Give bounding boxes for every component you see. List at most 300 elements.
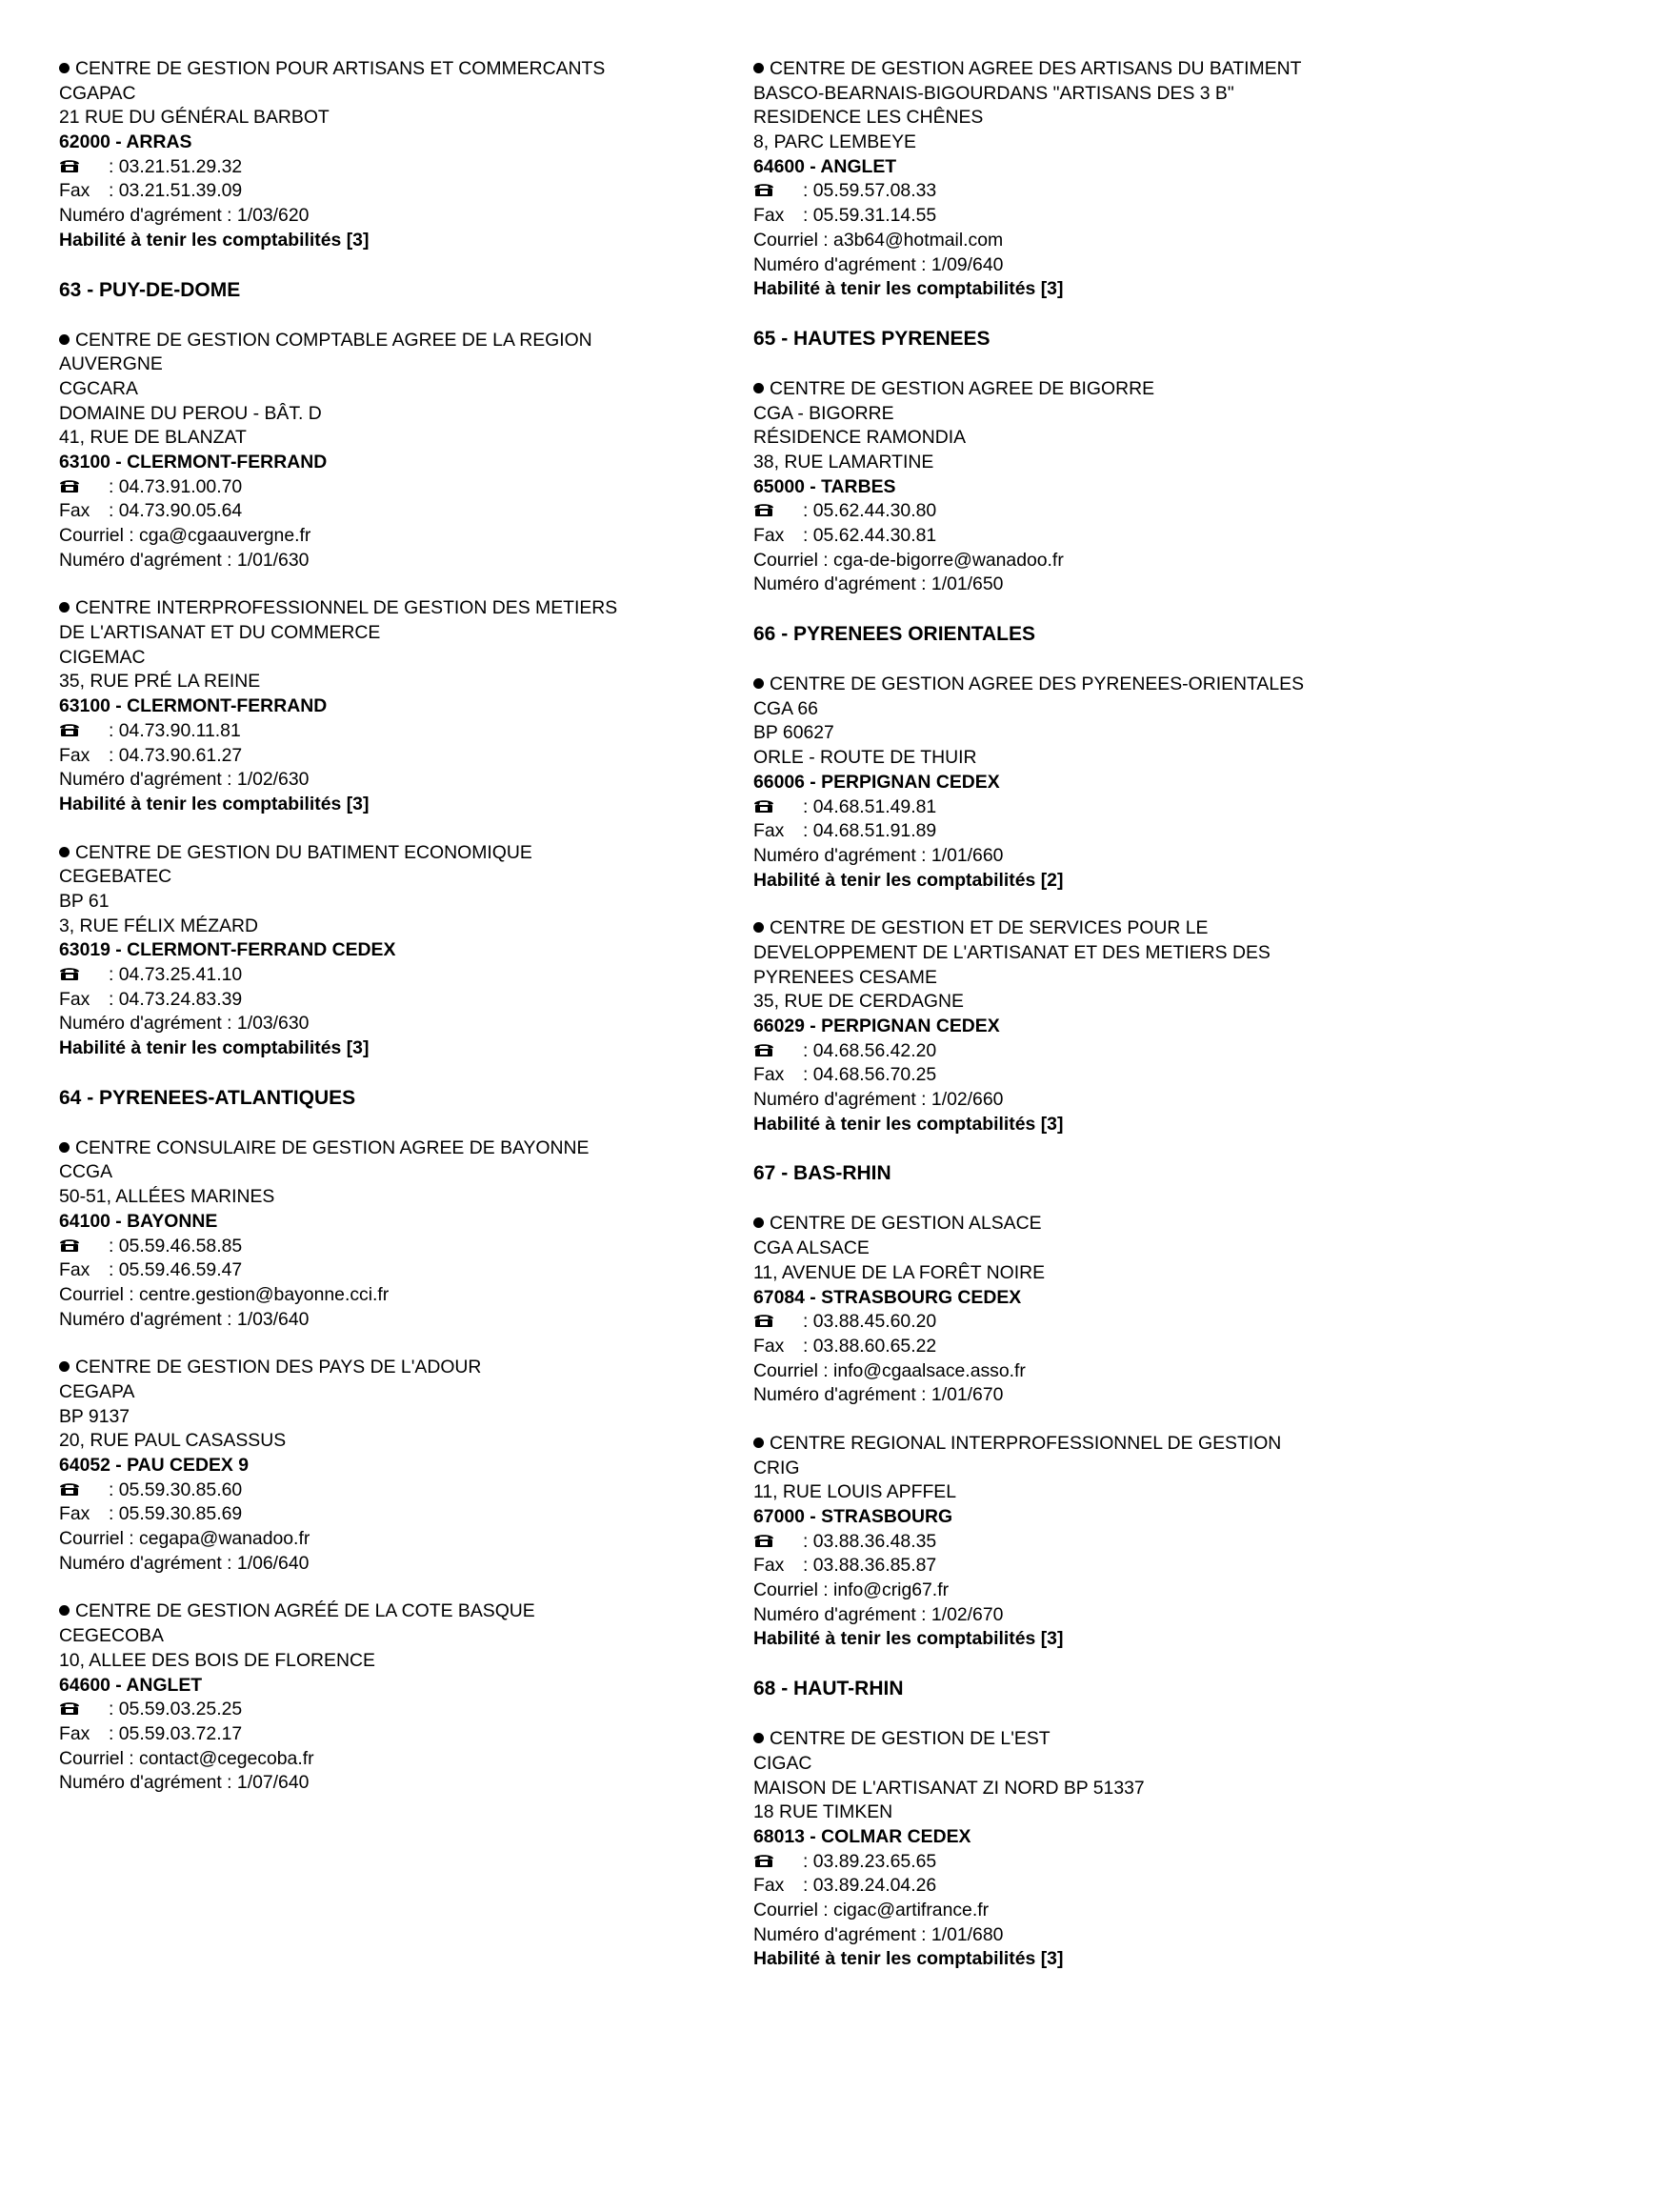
line-text: Courriel : info@crig67.fr: [753, 1579, 950, 1601]
line-text: 63100 - CLERMONT-FERRAND: [59, 695, 328, 717]
bold-line: [59, 131, 716, 155]
text-line: [753, 990, 1411, 1015]
line-text: Habilité à tenir les comptabilités [3]: [753, 1628, 1064, 1650]
line-text: : 04.73.91.00.70: [109, 475, 243, 497]
text-line: [753, 377, 1411, 402]
bold-line: [59, 1674, 716, 1699]
telephone-icon: [753, 1310, 803, 1335]
fax-label: Fax: [59, 1259, 90, 1281]
phone-line: [753, 1039, 1411, 1064]
text-line: [59, 1136, 716, 1161]
line-text: : 05.59.57.08.33: [803, 180, 937, 202]
fax-line: [59, 744, 716, 769]
listing-entry: [59, 841, 716, 1061]
line-text: PYRENEES CESAME: [753, 966, 937, 988]
text-line: [753, 57, 1411, 82]
text-line: [753, 253, 1411, 278]
text-line: [753, 229, 1411, 253]
line-text: CEGECOBA: [59, 1625, 164, 1647]
bold-line: [59, 1454, 716, 1478]
text-line: [59, 402, 716, 427]
line-text: CGA - BIGORRE: [753, 402, 894, 424]
text-line: [59, 865, 716, 890]
line-text: : 05.59.30.85.60: [109, 1478, 243, 1500]
section-heading: 67 - BAS-RHIN: [753, 1162, 891, 1185]
fax-label: Fax: [59, 1722, 90, 1744]
line-text: CEGEBATEC: [59, 866, 172, 888]
bullet-icon: [59, 1142, 70, 1153]
bullet-icon: [753, 383, 764, 393]
bold-line: [753, 1113, 1411, 1137]
listing-entry: [753, 1727, 1411, 1972]
bullet-icon: [59, 602, 70, 613]
fax-line: [753, 1554, 1411, 1579]
line-text: CENTRE DE GESTION DE L'EST: [770, 1728, 1051, 1750]
line-text: CENTRE DE GESTION DU BATIMENT ECONOMIQUE: [75, 841, 532, 863]
phone-line: [59, 1235, 716, 1259]
fax-label: Fax: [753, 820, 785, 842]
left-column: [59, 57, 716, 1820]
fax-label: Fax: [59, 1503, 90, 1525]
text-line: [753, 1457, 1411, 1481]
fax-label: Fax: [753, 1335, 785, 1357]
text-line: [753, 402, 1411, 427]
line-text: Numéro d'agrément : 1/06/640: [59, 1552, 310, 1574]
bold-line: [59, 1210, 716, 1235]
line-text: Habilité à tenir les comptabilités [3]: [753, 278, 1064, 300]
bold-line: [753, 1015, 1411, 1039]
line-text: : 04.68.56.70.25: [803, 1064, 937, 1086]
text-line: [753, 1261, 1411, 1286]
line-text: Numéro d'agrément : 1/01/670: [753, 1384, 1004, 1406]
section-heading: 64 - PYRENEES-ATLANTIQUES: [59, 1086, 356, 1109]
text-line: [753, 721, 1411, 746]
text-line: [753, 916, 1411, 941]
text-line: [59, 915, 716, 939]
text-line: [753, 1359, 1411, 1384]
line-text: : 03.88.45.60.20: [803, 1311, 937, 1333]
text-line: [59, 1747, 716, 1772]
telephone-icon: [59, 719, 109, 744]
text-line: [753, 1383, 1411, 1408]
phone-line: [753, 795, 1411, 820]
line-text: CENTRE DE GESTION AGREE DES PYRENEES-ORIENTALES: [770, 674, 1305, 695]
listing-entry: [59, 596, 716, 816]
text-line: [753, 1800, 1411, 1825]
line-text: BP 9137: [59, 1405, 130, 1427]
line-text: CEGAPA: [59, 1380, 135, 1402]
line-text: Numéro d'agrément : 1/01/680: [753, 1923, 1004, 1945]
bold-line: [59, 938, 716, 963]
line-text: : 04.68.51.49.81: [803, 795, 937, 817]
text-line: [753, 1923, 1411, 1948]
line-text: 11, RUE LOUIS APFFEL: [753, 1481, 957, 1503]
line-text: 11, AVENUE DE LA FORÊT NOIRE: [753, 1261, 1046, 1283]
text-line: [59, 1012, 716, 1036]
text-line: [59, 1649, 716, 1674]
line-text: : 03.21.51.39.09: [109, 180, 243, 202]
line-text: Numéro d'agrément : 1/03/630: [59, 1013, 310, 1035]
phone-line: [753, 1530, 1411, 1555]
phone-line: [59, 155, 716, 180]
line-text: CGA 66: [753, 697, 818, 719]
phone-line: [753, 1850, 1411, 1875]
fax-label: Fax: [59, 180, 90, 202]
text-line: [753, 82, 1411, 107]
line-text: Habilité à tenir les comptabilités [3]: [59, 229, 370, 251]
line-text: 41, RUE DE BLANZAT: [59, 427, 247, 449]
text-line: [59, 1405, 716, 1430]
line-text: CENTRE DE GESTION ET DE SERVICES POUR LE: [770, 917, 1209, 939]
line-text: : 05.59.03.72.17: [109, 1722, 243, 1744]
text-line: [59, 596, 716, 621]
bold-line: [753, 1947, 1411, 1972]
text-line: [753, 697, 1411, 722]
listing-entry: [59, 1599, 716, 1796]
line-text: 38, RUE LAMARTINE: [753, 451, 934, 473]
text-line: [59, 524, 716, 549]
line-text: 65000 - TARBES: [753, 475, 896, 497]
fax-line: [753, 204, 1411, 229]
line-text: : 04.73.90.11.81: [109, 719, 241, 741]
line-text: 62000 - ARRAS: [59, 131, 192, 153]
line-text: BASCO-BEARNAIS-BIGOURDANS "ARTISANS DES 3 B": [753, 82, 1234, 104]
text-line: [753, 1432, 1411, 1457]
line-text: 64052 - PAU CEDEX 9: [59, 1455, 250, 1476]
line-text: : 04.68.51.91.89: [803, 820, 937, 842]
text-line: [753, 451, 1411, 475]
line-text: : 03.21.51.29.32: [109, 155, 243, 177]
bold-line: [753, 869, 1411, 894]
line-text: : 04.73.90.61.27: [109, 744, 243, 766]
text-line: [59, 646, 716, 671]
fax-line: [753, 819, 1411, 844]
section-heading: 68 - HAUT-RHIN: [753, 1678, 904, 1700]
telephone-icon: [753, 499, 803, 524]
line-text: 3, RUE FÉLIX MÉZARD: [59, 915, 259, 936]
line-text: CGAPAC: [59, 82, 136, 104]
line-text: CCGA: [59, 1161, 113, 1183]
text-line: [59, 377, 716, 402]
line-text: Numéro d'agrément : 1/03/620: [59, 205, 310, 227]
section-heading: 65 - HAUTES PYRENEES: [753, 327, 991, 350]
telephone-icon: [753, 179, 803, 204]
line-text: 8, PARC LEMBEYE: [753, 131, 916, 153]
text-line: [59, 1552, 716, 1577]
text-line: [59, 57, 716, 82]
line-text: : 05.59.46.59.47: [109, 1259, 243, 1281]
line-text: Habilité à tenir les comptabilités [3]: [753, 1113, 1064, 1135]
fax-line: [753, 1335, 1411, 1359]
text-line: [753, 746, 1411, 771]
text-line: [753, 1579, 1411, 1603]
line-text: Numéro d'agrément : 1/01/650: [753, 573, 1004, 595]
line-text: : 03.89.23.65.65: [803, 1850, 937, 1872]
fax-line: [753, 1063, 1411, 1088]
fax-line: [59, 1258, 716, 1283]
text-line: [59, 204, 716, 229]
line-text: : 05.62.44.30.81: [803, 525, 937, 546]
fax-label: Fax: [59, 988, 90, 1010]
text-line: [59, 670, 716, 694]
line-text: Numéro d'agrément : 1/01/630: [59, 549, 310, 571]
phone-line: [59, 963, 716, 988]
listing-entry: [59, 1136, 716, 1333]
phone-line: [59, 719, 716, 744]
text-line: [59, 1429, 716, 1454]
line-text: 67084 - STRASBOURG CEDEX: [753, 1286, 1022, 1308]
bold-line: [753, 1286, 1411, 1311]
line-text: AUVERGNE: [59, 353, 163, 375]
fax-line: [753, 524, 1411, 549]
bullet-icon: [753, 1733, 764, 1743]
text-line: [753, 131, 1411, 155]
line-text: : 03.88.60.65.22: [803, 1335, 937, 1357]
bold-line: [59, 694, 716, 719]
text-line: [59, 768, 716, 793]
listing-entry: [753, 377, 1411, 597]
text-line: [753, 1899, 1411, 1923]
fax-label: Fax: [753, 1555, 785, 1577]
line-text: 64600 - ANGLET: [753, 155, 897, 177]
bold-line: [753, 1825, 1411, 1850]
telephone-icon: [753, 1039, 803, 1064]
text-line: [59, 426, 716, 451]
line-text: Courriel : cga-de-bigorre@wanadoo.fr: [753, 549, 1064, 571]
text-line: [753, 1237, 1411, 1261]
text-line: [59, 1771, 716, 1796]
listing-entry: [59, 57, 716, 253]
text-line: [753, 1480, 1411, 1505]
line-text: Courriel : centre.gestion@bayonne.cci.fr: [59, 1283, 390, 1305]
line-text: DOMAINE DU PEROU - BÂT. D: [59, 402, 322, 424]
text-line: [59, 329, 716, 353]
text-line: [59, 82, 716, 107]
bullet-icon: [59, 1605, 70, 1616]
line-text: 35, RUE PRÉ LA REINE: [59, 671, 261, 693]
line-text: ORLE - ROUTE DE THUIR: [753, 747, 977, 769]
bullet-icon: [59, 1361, 70, 1372]
telephone-icon: [59, 155, 109, 180]
text-line: [59, 1624, 716, 1649]
line-text: : 05.59.31.14.55: [803, 205, 937, 227]
text-line: [753, 1603, 1411, 1628]
section-heading: 66 - PYRENEES ORIENTALES: [753, 623, 1036, 646]
bold-line: [753, 155, 1411, 180]
fax-line: [59, 1722, 716, 1747]
text-line: [59, 549, 716, 573]
line-text: 35, RUE DE CERDAGNE: [753, 991, 964, 1013]
line-text: Courriel : contact@cegecoba.fr: [59, 1747, 314, 1769]
line-text: : 03.88.36.48.35: [803, 1530, 937, 1552]
line-text: CENTRE DE GESTION AGREE DE BIGORRE: [770, 377, 1155, 399]
bold-line: [753, 1627, 1411, 1652]
text-line: [753, 1212, 1411, 1237]
fax-label: Fax: [753, 205, 785, 227]
line-text: 66006 - PERPIGNAN CEDEX: [753, 771, 1000, 793]
line-text: Habilité à tenir les comptabilités [3]: [59, 1037, 370, 1059]
line-text: RESIDENCE LES CHÊNES: [753, 107, 984, 129]
text-line: [753, 426, 1411, 451]
line-text: Numéro d'agrément : 1/03/640: [59, 1308, 310, 1330]
line-text: : 04.73.25.41.10: [109, 964, 243, 985]
line-text: CENTRE DE GESTION DES PAYS DE L'ADOUR: [75, 1357, 482, 1378]
listing-entry: [753, 1432, 1411, 1652]
text-line: [59, 621, 716, 646]
bold-line: [753, 1505, 1411, 1530]
text-line: [59, 890, 716, 915]
fax-label: Fax: [59, 744, 90, 766]
line-text: CGA ALSACE: [753, 1237, 870, 1259]
line-text: CRIG: [753, 1457, 800, 1478]
telephone-icon: [59, 475, 109, 500]
line-text: CENTRE DE GESTION COMPTABLE AGREE DE LA REGION: [75, 329, 592, 351]
text-line: [753, 673, 1411, 697]
text-line: [59, 1599, 716, 1624]
phone-line: [59, 1478, 716, 1503]
bold-line: [753, 475, 1411, 500]
telephone-icon: [59, 1698, 109, 1722]
fax-label: Fax: [59, 500, 90, 522]
line-text: RÉSIDENCE RAMONDIA: [753, 427, 967, 449]
bold-line: [753, 277, 1411, 302]
line-text: Habilité à tenir les comptabilités [3]: [753, 1948, 1064, 1970]
phone-line: [753, 499, 1411, 524]
telephone-icon: [59, 963, 109, 988]
line-text: CENTRE DE GESTION AGRÉÉ DE LA COTE BASQUE: [75, 1600, 535, 1622]
line-text: 21 RUE DU GÉNÉRAL BARBOT: [59, 107, 330, 129]
text-line: [59, 1283, 716, 1308]
listing-entry: [753, 673, 1411, 893]
text-line: [753, 966, 1411, 991]
line-text: 67000 - STRASBOURG: [753, 1506, 953, 1527]
bullet-icon: [753, 1217, 764, 1228]
line-text: Habilité à tenir les comptabilités [3]: [59, 793, 370, 814]
listing-entry: [753, 916, 1411, 1136]
line-text: Numéro d'agrément : 1/07/640: [59, 1772, 310, 1794]
line-text: DE L'ARTISANAT ET DU COMMERCE: [59, 622, 381, 644]
text-line: [59, 1380, 716, 1405]
line-text: Habilité à tenir les comptabilités [2]: [753, 869, 1064, 891]
fax-label: Fax: [753, 1064, 785, 1086]
fax-line: [59, 1502, 716, 1527]
line-text: Numéro d'agrément : 1/01/660: [753, 844, 1004, 866]
bold-line: [753, 771, 1411, 795]
right-column: [753, 57, 1411, 1996]
text-line: [753, 549, 1411, 573]
bullet-icon: [59, 847, 70, 857]
line-text: CENTRE CONSULAIRE DE GESTION AGREE DE BAYONNE: [75, 1136, 590, 1158]
line-text: 66029 - PERPIGNAN CEDEX: [753, 1016, 1000, 1036]
bold-line: [59, 1036, 716, 1061]
line-text: Numéro d'agrément : 1/02/630: [59, 769, 310, 791]
text-line: [59, 352, 716, 377]
line-text: Numéro d'agrément : 1/02/660: [753, 1089, 1004, 1111]
bullet-icon: [59, 63, 70, 73]
line-text: Numéro d'agrément : 1/02/670: [753, 1603, 1004, 1625]
line-text: : 05.59.30.85.69: [109, 1503, 243, 1525]
fax-line: [753, 1874, 1411, 1899]
fax-line: [59, 179, 716, 204]
text-line: [753, 106, 1411, 131]
line-text: : 03.89.24.04.26: [803, 1875, 937, 1897]
listing-entry: [59, 1356, 716, 1576]
line-text: 63100 - CLERMONT-FERRAND: [59, 451, 328, 473]
line-text: Courriel : cegapa@wanadoo.fr: [59, 1528, 310, 1550]
line-text: CGCARA: [59, 377, 138, 399]
line-text: CENTRE REGIONAL INTERPROFESSIONNEL DE GESTION: [770, 1432, 1282, 1454]
fax-label: Fax: [753, 1875, 785, 1897]
section-heading: 63 - PUY-DE-DOME: [59, 278, 241, 301]
bullet-icon: [753, 678, 764, 689]
line-text: CENTRE DE GESTION AGREE DES ARTISANS DU BATIMENT: [770, 58, 1302, 79]
text-line: [753, 941, 1411, 966]
line-text: 64600 - ANGLET: [59, 1674, 203, 1696]
line-text: 20, RUE PAUL CASASSUS: [59, 1430, 287, 1452]
bullet-icon: [753, 1438, 764, 1448]
line-text: MAISON DE L'ARTISANAT ZI NORD BP 51337: [753, 1777, 1145, 1799]
line-text: 50-51, ALLÉES MARINES: [59, 1186, 275, 1208]
line-text: 18 RUE TIMKEN: [753, 1801, 893, 1823]
phone-line: [59, 1698, 716, 1722]
bullet-icon: [753, 63, 764, 73]
phone-line: [59, 475, 716, 500]
line-text: : 04.68.56.42.20: [803, 1039, 937, 1061]
text-line: [59, 1185, 716, 1210]
text-line: [753, 573, 1411, 597]
text-line: [59, 1308, 716, 1333]
bold-line: [59, 793, 716, 817]
bullet-icon: [753, 922, 764, 933]
line-text: : 04.73.24.83.39: [109, 988, 243, 1010]
text-line: [753, 1777, 1411, 1801]
text-line: [59, 1356, 716, 1380]
line-text: DEVELOPPEMENT DE L'ARTISANAT ET DES METIERS DES: [753, 941, 1271, 963]
line-text: Courriel : cga@cgaauvergne.fr: [59, 525, 311, 546]
listing-entry: [753, 1212, 1411, 1408]
telephone-icon: [753, 1530, 803, 1555]
line-text: : 05.59.03.25.25: [109, 1699, 243, 1720]
line-text: Courriel : a3b64@hotmail.com: [753, 229, 1004, 251]
fax-label: Fax: [753, 525, 785, 546]
text-line: [59, 1160, 716, 1185]
text-line: [59, 841, 716, 866]
line-text: CIGAC: [753, 1752, 812, 1774]
line-text: CENTRE DE GESTION POUR ARTISANS ET COMMERCANTS: [75, 58, 606, 79]
listing-entry: [753, 57, 1411, 302]
line-text: 10, ALLEE DES BOIS DE FLORENCE: [59, 1649, 375, 1671]
text-line: [753, 1727, 1411, 1752]
text-line: [753, 844, 1411, 869]
phone-line: [753, 179, 1411, 204]
line-text: CIGEMAC: [59, 646, 146, 668]
telephone-icon: [59, 1478, 109, 1503]
text-line: [753, 1752, 1411, 1777]
line-text: 64100 - BAYONNE: [59, 1210, 218, 1232]
text-line: [59, 106, 716, 131]
listing-entry: [59, 329, 716, 573]
telephone-icon: [753, 795, 803, 820]
bold-line: [59, 451, 716, 475]
line-text: Courriel : cigac@artifrance.fr: [753, 1899, 990, 1920]
line-text: Courriel : info@cgaalsace.asso.fr: [753, 1359, 1026, 1381]
bold-line: [59, 229, 716, 253]
fax-line: [59, 499, 716, 524]
line-text: : 05.62.44.30.80: [803, 500, 937, 522]
line-text: BP 60627: [753, 722, 834, 744]
bullet-icon: [59, 334, 70, 345]
line-text: Numéro d'agrément : 1/09/640: [753, 253, 1004, 275]
